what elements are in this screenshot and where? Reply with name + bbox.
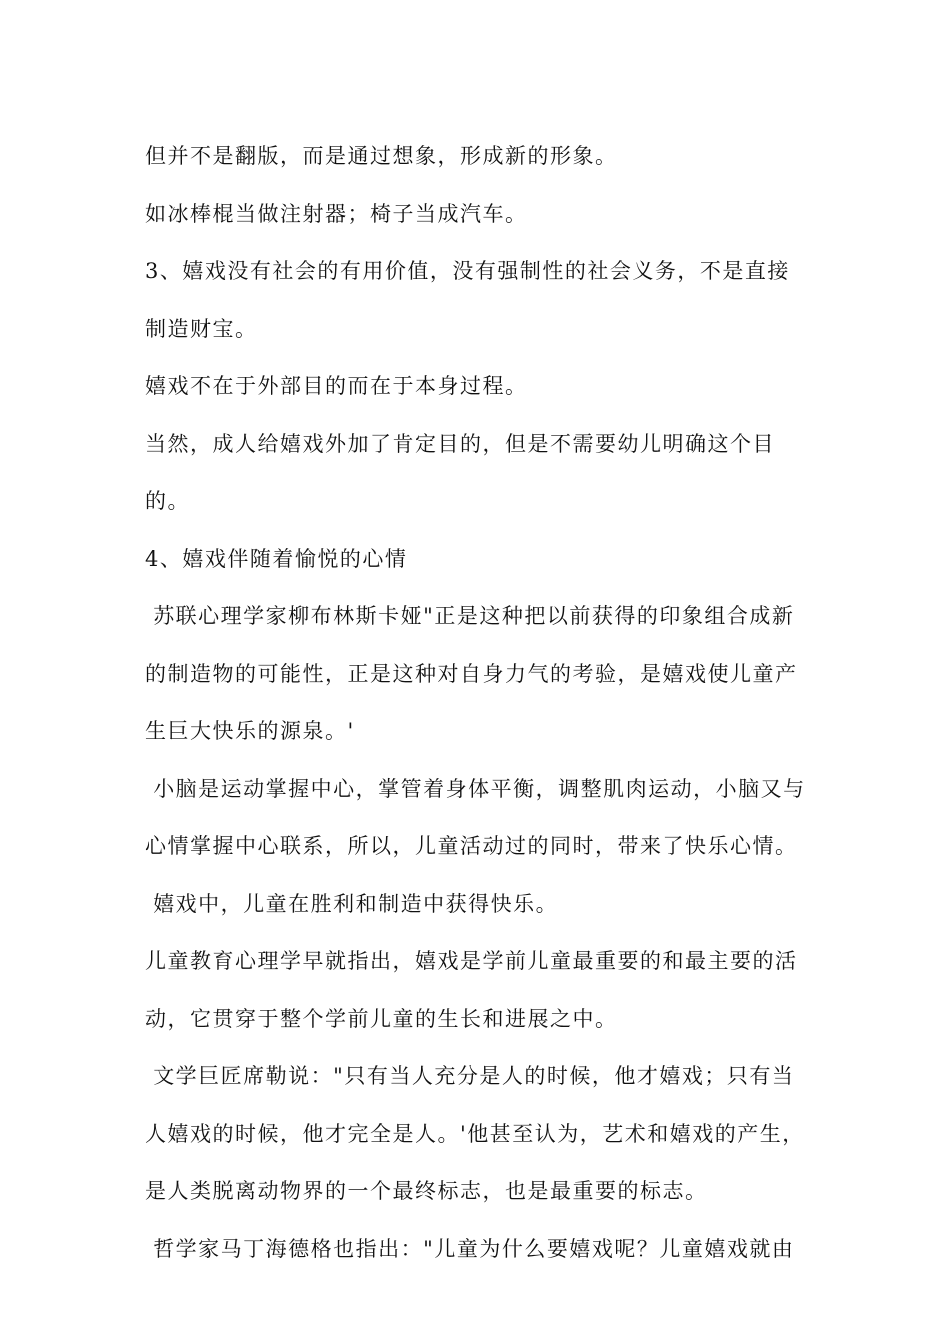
- paragraph-5: 当然，成人给嬉戏外加了肯定目的，但是不需要幼儿明确这个目的。: [145, 431, 775, 513]
- paragraph-7: 苏联心理学家柳布林斯卡娅"正是这种把以前获得的印象组合成新的制造物的可能性，正是这种对自身力气的考验，是嬉戏使儿童产生巨大快乐的源泉。': [145, 604, 798, 743]
- paragraph-6: 4、嬉戏伴随着愉悦的心情: [145, 546, 408, 571]
- paragraph-12: 哲学家马丁海德格也指出："儿童为什么要嬉戏呢？儿童嬉戏就由: [145, 1236, 795, 1261]
- paragraph-10: 儿童教育心理学早就指出，嬉戏是学前儿童最重要的和最主要的活动，它贯穿于整个学前儿童的生长和进展之中。: [145, 949, 798, 1031]
- paragraph-2: 如冰棒棍当做注射器；椅子当成汽车。: [145, 201, 528, 226]
- paragraph-9: 嬉戏中，儿童在胜利和制造中获得快乐。: [145, 891, 559, 916]
- paragraph-11: 文学巨匠席勒说："只有当人充分是人的时候，他才嬉戏；只有当人嬉戏的时候，他才完全是人。'他甚至认为，艺术和嬉戏的产生，是人类脱离动物界的一个最终标志，也是最重要的标志。: [145, 1064, 805, 1203]
- paragraph-1: 但并不是翻版，而是通过想象，形成新的形象。: [145, 144, 618, 168]
- document-body: [145, 128, 810, 1278]
- paragraph-3: 3、嬉戏没有社会的有用价值，没有强制性的社会义务，不是直接制造财宝。: [145, 259, 790, 341]
- paragraph-4: 嬉戏不在于外部目的而在于本身过程。: [145, 374, 528, 398]
- paragraph-8: 小脑是运动掌握中心，掌管着身体平衡，调整肌肉运动，小脑又与心情掌握中心联系，所以，儿童活动过的同时，带来了快乐心情。: [145, 776, 806, 858]
